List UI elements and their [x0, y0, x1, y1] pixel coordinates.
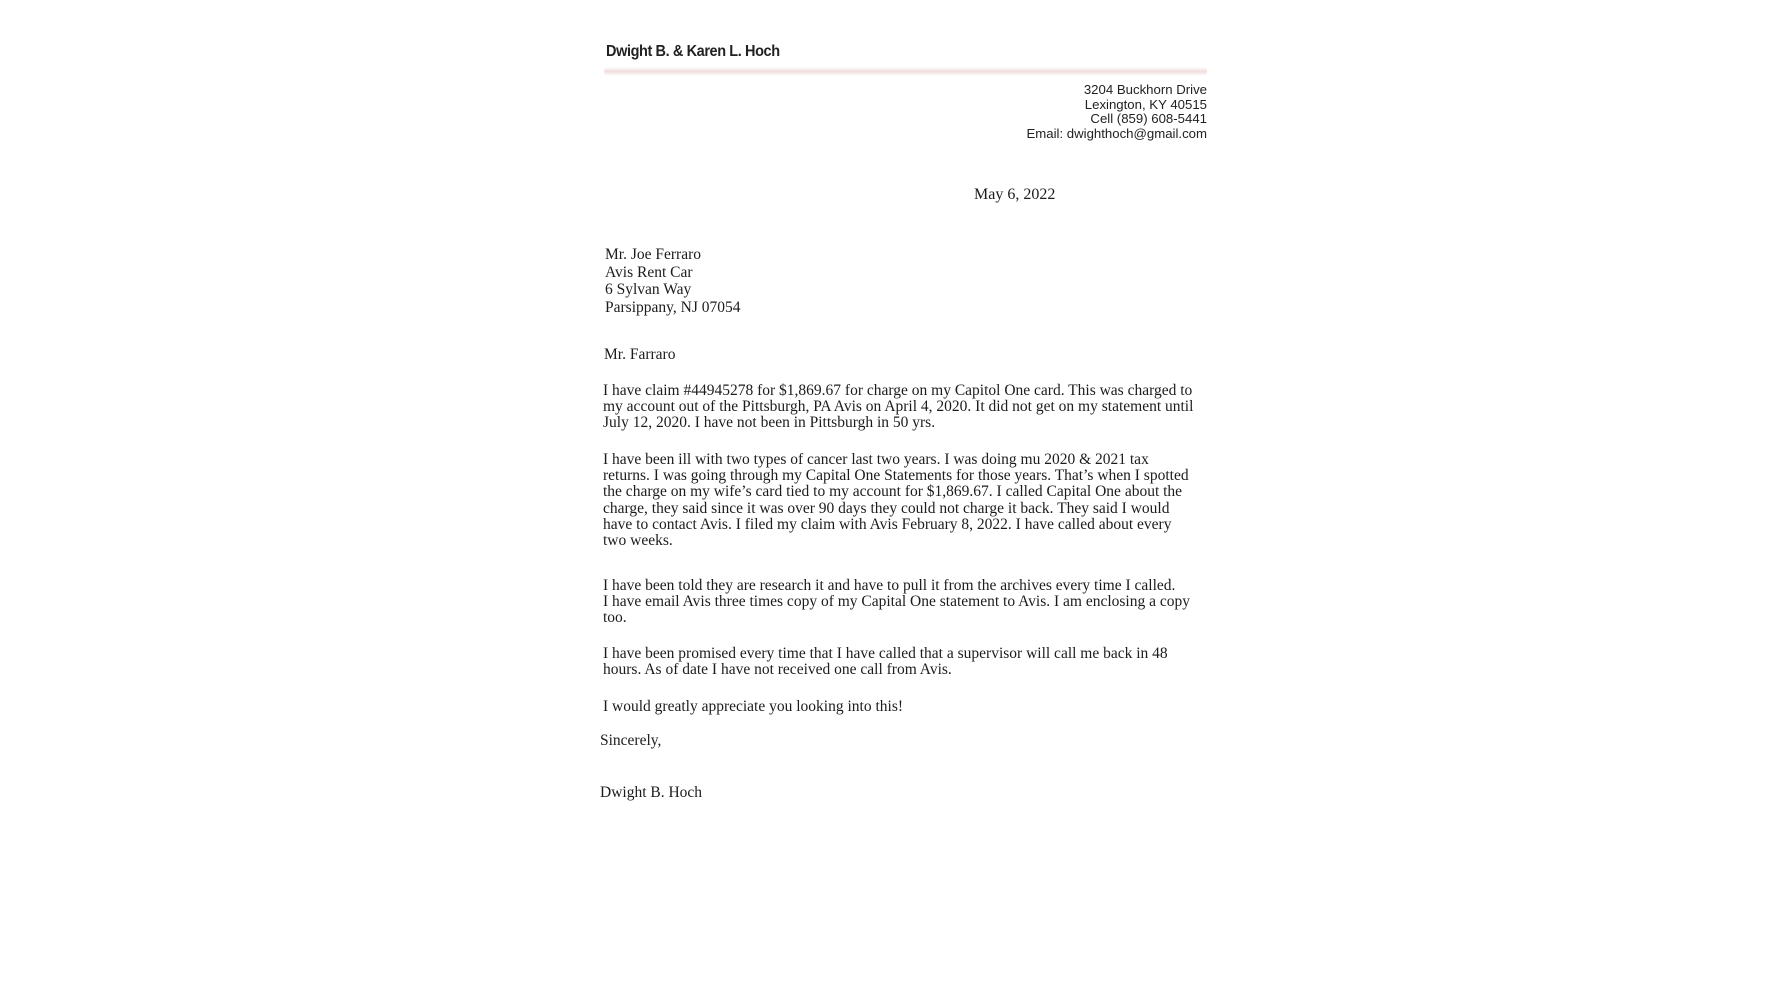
- sender-street: 3204 Buckhorn Drive: [1083, 82, 1207, 97]
- signature-name: Dwight B. Hoch: [600, 784, 703, 801]
- sender-phone: Cell (859) 608-5441: [1090, 111, 1207, 127]
- paragraph-line: returns. I was going through my Capital One Statements for those years. That’s when I spotted: [603, 467, 1189, 485]
- body-paragraph-2: [603, 452, 1203, 549]
- salutation: Mr. Farraro: [604, 346, 676, 363]
- paragraph-line: have to contact Avis. I filed my claim with Avis February 8, 2022. I have called about every: [603, 515, 1172, 533]
- body-paragraph-3: [603, 578, 1203, 627]
- paragraph-line: I have been told they are research it and have to pull it from the archives every time I called.: [603, 577, 1176, 594]
- body-paragraph-4: [603, 646, 1203, 678]
- recipient-name: Mr. Joe Ferraro: [605, 246, 701, 263]
- sender-city-state: Lexington, KY 40515: [1084, 96, 1207, 112]
- paragraph-line: I have been ill with two types of cancer last two years. I was doing mu 2020 & 2021 tax: [603, 451, 1149, 468]
- recipient-street: 6 Sylvan Way: [605, 281, 692, 299]
- paragraph-line: I have email Avis three times copy of my Capital One statement to Avis. I am enclosing a copy: [603, 593, 1190, 611]
- letterhead-name: Dwight B. & Karen L. Hoch: [606, 43, 780, 61]
- recipient-company: Avis Rent Car: [605, 263, 693, 281]
- paragraph-line: the charge on my wife’s card tied to my account for $1,869.67. I called Capital One about the: [603, 483, 1183, 501]
- paragraph-line: July 12, 2020. I have not been in Pittsburgh in 50 yrs.: [603, 414, 936, 432]
- paragraph-line: I would greatly appreciate you looking into this!: [603, 698, 904, 715]
- paragraph-line: I have been promised every time that I have called that a supervisor will call me back in 48: [603, 645, 1168, 662]
- paragraph-line: too.: [603, 609, 627, 627]
- body-paragraph-5: [603, 699, 1203, 715]
- recipient-city-state: Parsippany, NJ 07054: [605, 298, 741, 316]
- paragraph-line: two weeks.: [603, 532, 673, 550]
- sender-contact-block: [1027, 83, 1208, 141]
- paragraph-line: I have claim #44945278 for $1,869.67 for charge on my Capitol One card. This was charged to: [603, 382, 1193, 399]
- paragraph-line: charge, they said since it was over 90 days they could not charge it back. They said I would: [603, 499, 1170, 517]
- letter-date: May 6, 2022: [974, 186, 1056, 203]
- recipient-address-block: [605, 246, 740, 316]
- paragraph-line: my account out of the Pittsburgh, PA Avis on April 4, 2020. It did not get on my statement until: [603, 398, 1194, 416]
- paragraph-line: hours. As of date I have not received one call from Avis.: [603, 661, 952, 679]
- body-paragraph-1: [603, 383, 1203, 432]
- closing: Sincerely,: [600, 732, 662, 749]
- letterhead-divider: [604, 67, 1207, 76]
- sender-email: Email: dwighthoch@gmail.com: [1026, 125, 1207, 141]
